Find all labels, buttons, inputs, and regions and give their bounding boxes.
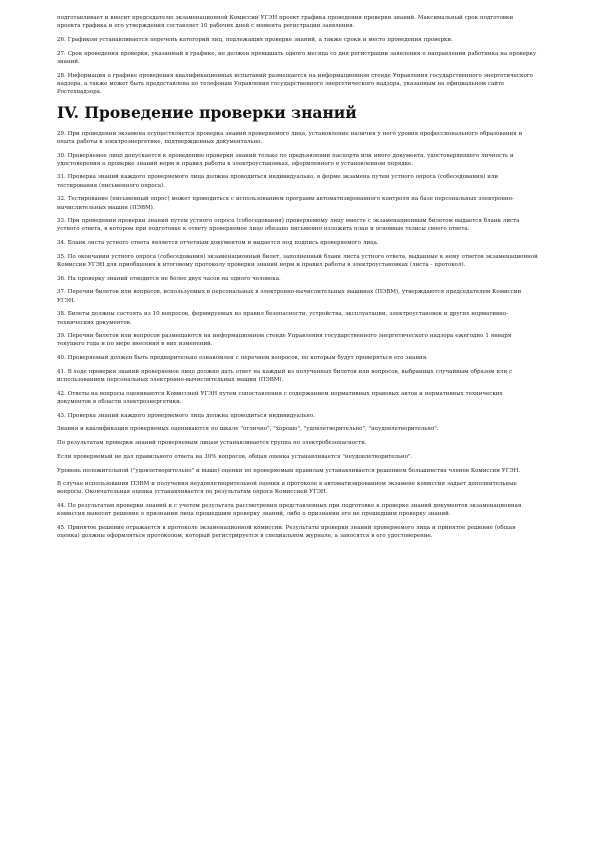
paragraph-37: 37. Перечни билетов или вопросов, используемых в персональных в электронно-вычислительных машинах (ПЭВМ), утверждаются председателем Комиссии УГЭН. — [57, 289, 522, 304]
paragraph-38: 38. Билеты должны состоять из 10 вопросов, формируемых из правил безопасности, устройства, эксплуатации, электроустановок и других нормативно-технических документов. — [57, 311, 508, 326]
paragraph-31: 31. Проверка знаний каждого проверяемого лица должна проводиться индивидуально, в форме экзамена путем устного опроса (собеседования) или тестирования (письменного опроса). — [57, 174, 499, 189]
section-heading: IV. Проведение проверки знаний — [57, 102, 357, 122]
paragraph-fail-threshold: Если проверяемый не дал правильного ответа на 30% вопросов, общая оценка устанавливается "неудовлетворительно". — [57, 453, 413, 460]
paragraph-44: 44. По результатам проверки знаний и с учетом результата рассмотрения представленных при подготовке к проверке знаний документов экзаменационная комиссия выносит решение о признании лица прошедшим проверку знаний, либо о признании его не прошедшим проверку знаний. — [57, 503, 522, 518]
paragraph-27: 27. Срок проведения проверки, указанный в графике, не должен превышать одного месяца со дня регистрации заявления о направлении работника на проверку знаний. — [57, 51, 537, 66]
paragraph-29: 29. При проведении экзамена осуществляется проверка знаний проверяемого лица, установление наличия у него уровня профессионального образования и опыта работы в электроэнергетике, подтвержденных документально. — [57, 130, 523, 145]
paragraph-42: 42. Ответы на вопросы оцениваются Комиссией УГЭН путем сопоставления с содержанием нормативных правовых актов и нормативных технических документов в области электроэнергетики. — [57, 390, 503, 405]
paragraph-43: 43. Проверка знаний каждого проверяемого лица должна проводиться индивидуально. — [57, 412, 316, 419]
section-paragraphs — [57, 130, 538, 541]
paragraph-41: 41. В ходе проверки знаний проверяемое лицо должно дать ответ на каждый из полученных билетов или вопросов, выбранных случайным образом или с использованием персональных электронно-вычислительных машин (ПЭВМ). — [57, 368, 513, 384]
paragraph-grading-scale: Знания и квалификация проверяемых оцениваются по шкале "отлично", "хорошо", "удовлетворительно", "неудовлетворительно". — [57, 426, 439, 433]
paragraph: подготавливает и вносит председателю экзаменационной Комиссии УГЭН проект графика проведения проверки знаний. Максимальный срок подготовки проекта графика и его утверждения составляет 10 рабочих дней с момента регистрации заявления. — [57, 15, 514, 30]
paragraph-33: 33. При проведении проверки знаний путем устного опроса (собеседования) проверяемому лицу вместе с экзаменационным билетом выдается бланк листа устного ответа, в котором при подготовке к ответу проверяемое лицо обязано письменно изложить план и основные тезисы своего ответа. — [57, 218, 520, 233]
paragraph-32: 32. Тестирование (письменный опрос) может проводиться с использованием программ автоматизированного контроля на базе персональных электронно-вычислительных машин (ПЭВМ). — [57, 196, 514, 211]
paragraph-26: 26. Графиком устанавливается перечень категорий лиц, подлежащих проверке знаний, а также сроки и место проведения проверки. — [57, 37, 453, 44]
top-paragraphs — [57, 14, 538, 97]
paragraph-safety-group: По результатам проверки знаний проверяемым лицам устанавливается группа по электробезопасности. — [57, 440, 367, 447]
paragraph-28: 28. Информация о графике проведения квалификационных испытаний размещается на информационном стенде Управления государственного энергетического надзора, а также может быть предоставлена по телефонам Управления государственного энергетического надзора, указанным на официальном сайте Ростехнадзора. — [57, 73, 533, 96]
paragraph-36: 36. На проверку знаний отводится не более двух часов на одного человека. — [57, 275, 281, 282]
paragraph-positive-level: Уровень положительной ("удовлетворительно" и выше) оценки по проверяемым правилам устанавливается решением большинства членов Комиссии УГЭН. — [57, 467, 521, 474]
paragraph-35: 35. По окончании устного опроса (собеседования) экзаменационный билет, заполненный бланк листа устного ответа, выданные к нему ответов экзаменационной Комиссии УГЭН для приобщения к итоговому протоколу проверки знаний норм и правил работы в электроустановках (листа - протокол). — [57, 253, 538, 269]
paragraph-34: 34. Бланк листа устного ответа является отчетным документом и выдается под подпись проверяемого лица. — [57, 240, 379, 247]
paragraph-39: 39. Перечни билетов или вопросов размещаются на информационном стенде Управления государственного энергетического надзора ежегодно 1 января текущего года и по мере внесения в них изменений. — [57, 333, 512, 348]
paragraph-45: 45. Принятое решение отражается в протоколе экзаменационной комиссии. Результаты проверки знаний проверяемого лица и принятое решение (общая оценка) должны оформляться протоколом, который регистрируется в специальном журнале, а заносятся в его удостоверение. — [57, 525, 516, 540]
paragraph-30: 30. Проверяемое лицо допускается к проведению проверки знаний только по предъявлении паспорта или иного документа, удостоверяющего личность и удостоверения о проверке знаний норм и правил работы в электроустановках, оформленного в установленном порядке. — [57, 152, 514, 167]
paragraph-40: 40. Проверяемый должен быть предварительно ознакомлен с перечнем вопросов, по которым будут проверяться его знания. — [57, 355, 428, 362]
paragraph-pevm-case: В случае использования ПЭВМ и получения неудовлетворительной оценки в протоколе в автоматизированном экзамене комиссия задает дополнительные вопросы. Окончательная оценка устанавливается по результатам опроса Комиссией УГЭН. — [57, 481, 517, 496]
